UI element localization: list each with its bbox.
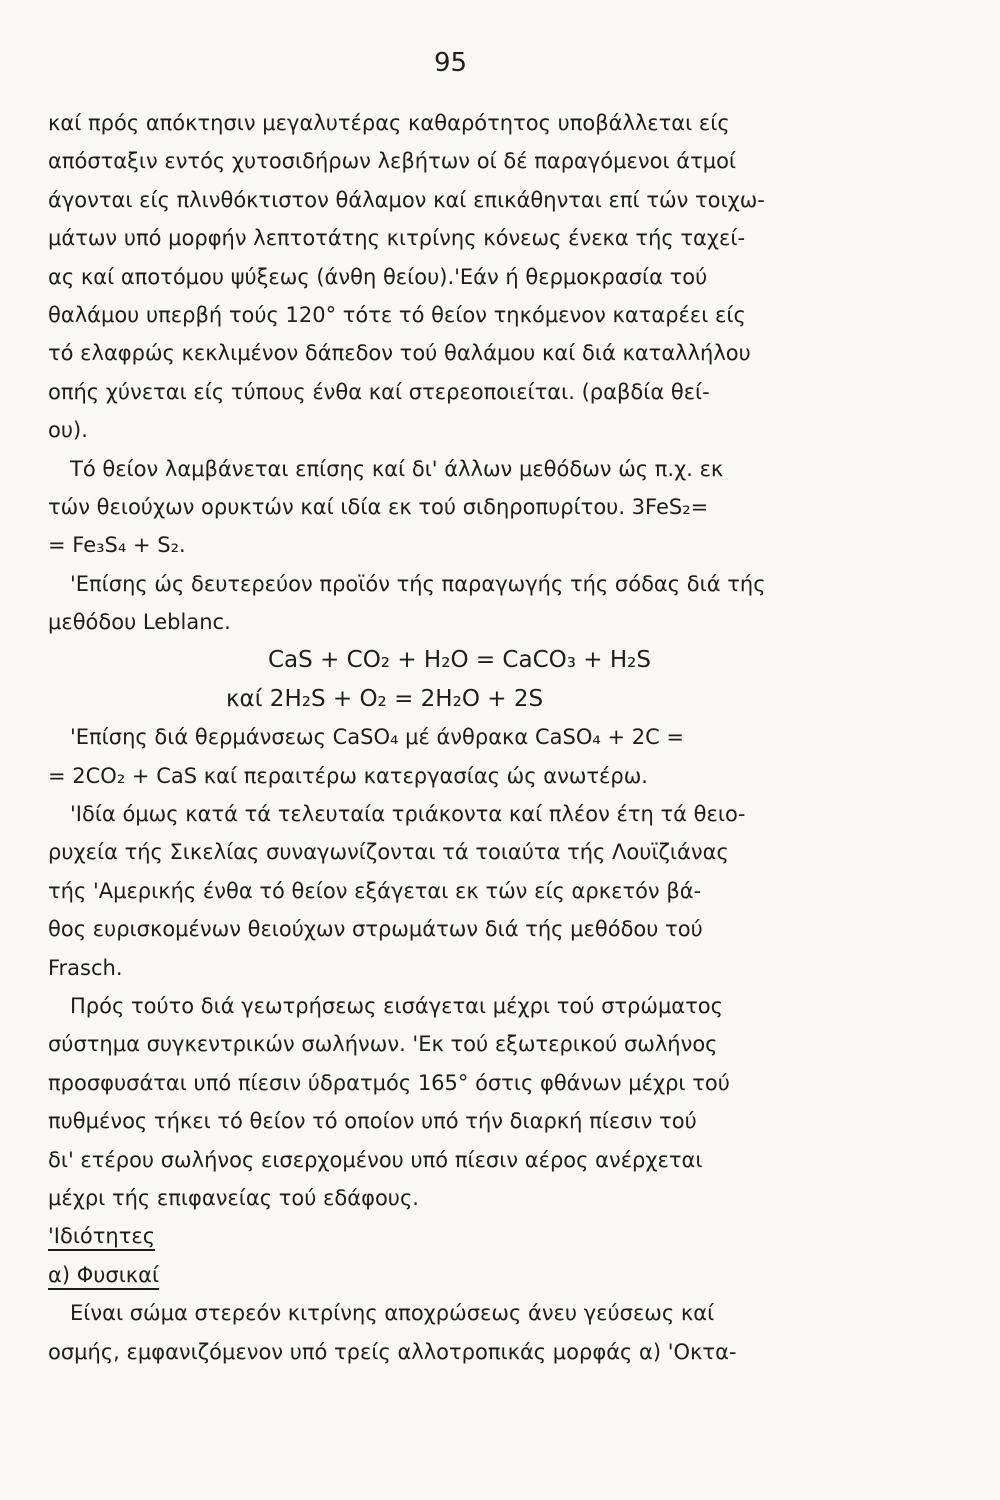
text-line: μάτων υπό μορφήν λεπτοτάτης κιτρίνης κόνεως ένεκα τής ταχεί- [48,226,746,251]
text-line: τό ελαφρώς κεκλιμένον δάπεδον τού θαλάμου καί διά καταλλήλου [48,341,751,366]
formula-line: = Fe₃S₄ + S₂. [48,533,186,558]
text-line: θαλάμου υπερβή τούς 120° τότε τό θείον τηκόμενον καταρέει είς [48,302,746,327]
text-line: μέχρι τής επιφανείας τού εδάφους. [48,1185,419,1210]
text-line: οπής χύνεται είς τύπους ένθα καί στερεοποιείται. (ραβδία θεί- [48,379,710,404]
text-line: καί πρός απόκτησιν μεγαλυτέρας καθαρότητος υποβάλλεται είς [48,111,730,135]
paragraph-start-line: 'Επίσης ώς δευτερεύον προϊόν τής παραγωγής τής σόδας διά τής [70,571,766,596]
formula-line: = 2CO₂ + CaS καί περαιτέρω κατεργασίας ώς ανωτέρω. [48,763,648,788]
text-line: προσφυσάται υπό πίεσιν ύδρατμός 165° όστις φθάνων μέχρι τού [48,1070,730,1095]
section-heading: 'Ιδιότητες [48,1224,156,1249]
paragraph-start-line: Πρός τούτο διά γεωτρήσεως εισάγεται μέχρι τού στρώματος [70,993,723,1018]
text-line: σύστημα συγκεντρικών σωλήνων. 'Εκ τού εξωτερικού σωλήνος [48,1032,718,1057]
text-line: τών θειούχων ορυκτών καί ιδία εκ τού σιδηροπυρίτου. 3FeS₂= [48,494,709,519]
text-line: άγονται είς πλινθόκτιστον θάλαμον καί επικάθηνται επί τών τοιχω- [48,187,765,212]
paragraph-start-line: 'Επίσης διά θερμάνσεως CaSO₄ μέ άνθρακα CaSO₄ + 2C = [70,725,685,750]
text-line: δι' ετέρου σωλήνος εισερχομένου υπό πίεσιν αέρος ανέρχεται [48,1147,703,1172]
text-line: τής 'Αμερικής ένθα τό θείον εξάγεται εκ τών είς αρκετόν βά- [48,878,702,903]
text-line: οσμής, εμφανιζόμενον υπό τρείς αλλοτροπικάς μορφάς α) 'Οκτα- [48,1339,737,1364]
text-line: Frasch. [48,955,123,980]
subsection-heading: α) Φυσικαί [48,1262,160,1287]
chemical-equation: καί 2H₂S + O₂ = 2H₂O + 2S [226,685,544,712]
text-line: απόσταξιν εντός χυτοσιδήρων λεβήτων οί δέ παραγόμενοι άτμοί [48,149,737,174]
text-line: μεθόδου Leblanc. [48,610,231,635]
paragraph-start-line: Τό θείον λαμβάνεται επίσης καί δι' άλλων μεθόδων ώς π.χ. εκ [70,456,724,481]
text-line: ρυχεία τής Σικελίας συναγωνίζονται τά τοιαύτα τής Λουϊζιάνας [48,840,729,865]
text-line: ας καί αποτόμου ψύξεως (άνθη θείου).'Εάν ή θερμοκρασία τού [48,264,708,289]
page-number: 95 [434,48,468,78]
page-body [48,104,868,1371]
text-line: ου). [48,418,88,443]
text-line: θος ευρισκομένων θειούχων στρωμάτων διά τής μεθόδου τού [48,917,703,942]
text-line: πυθμένος τήκει τό θείον τό οποίον υπό τήν διαρκή πίεσιν τού [48,1109,697,1134]
chemical-equation: CaS + CO₂ + H₂O = CaCO₃ + H₂S [268,647,651,674]
paragraph-start-line: 'Ιδία όμως κατά τά τελευταία τριάκοντα καί πλέον έτη τά θειο- [70,802,746,827]
paragraph-start-line: Είναι σώμα στερεόν κιτρίνης αποχρώσεως άνευ γεύσεως καί [70,1301,715,1326]
